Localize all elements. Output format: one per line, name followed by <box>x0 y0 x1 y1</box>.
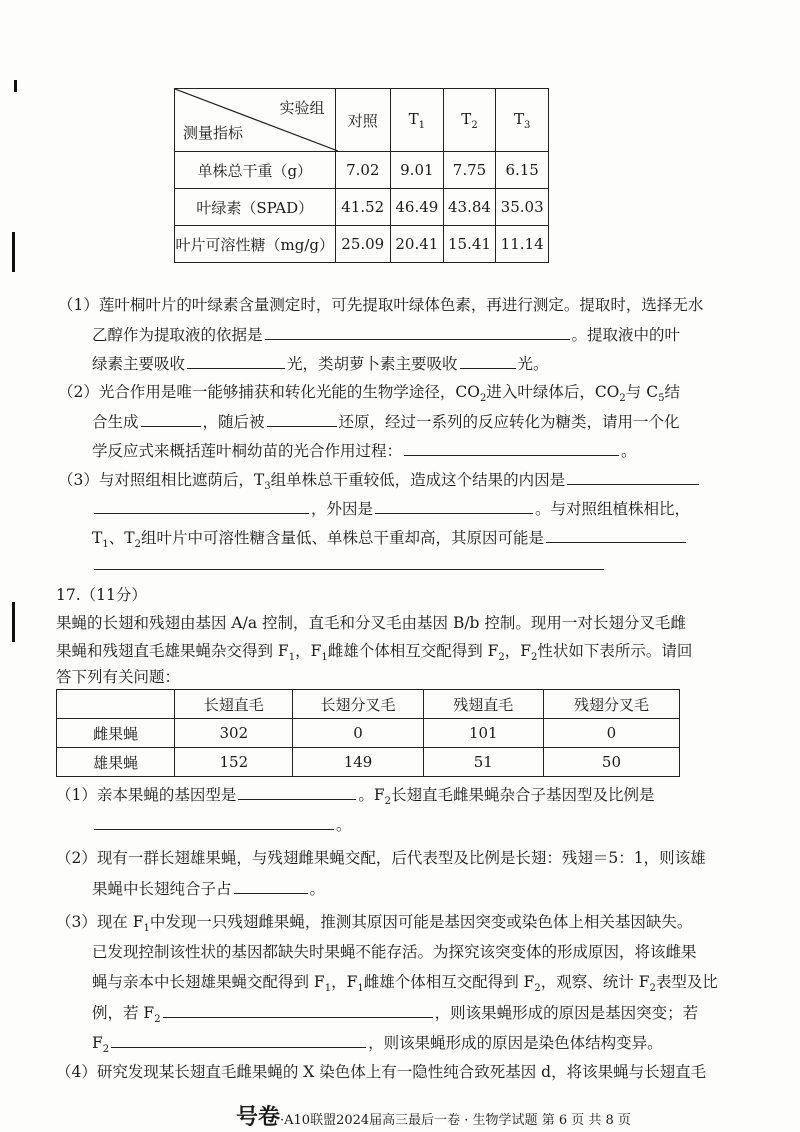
row-label: 雌果蝇 <box>57 719 175 748</box>
question-3-line-1: （3）与对照组相比遮荫后，$T_3$组单株总干重较低，造成这个结果的内因是 <box>58 467 701 492</box>
table-cell: 46.49 <box>391 189 444 226</box>
table-cell: 41.52 <box>335 189 391 226</box>
col-header: $T_1$ <box>391 89 444 152</box>
table-cell: 50 <box>543 748 679 777</box>
answer-blank[interactable] <box>267 409 337 427</box>
sub-question-2-line-2: 果蝇中长翅纯合子占 。 <box>92 876 325 899</box>
diagonal-header-cell <box>175 89 336 152</box>
experiment-table <box>174 88 549 263</box>
header-index-label: 测量指标 <box>183 124 244 142</box>
question-17-para-3: 答下列有关问题： <box>56 668 181 686</box>
question-2-line-1: （2）光合作用是唯一能够捕获和转化光能的生物学途径，$CO_2$进入叶绿体后，$CO_2$与 $C_5$结 <box>58 383 680 405</box>
col-header: $T_3$ <box>496 89 549 152</box>
answer-blank[interactable] <box>546 525 686 543</box>
answer-blank[interactable] <box>141 409 201 427</box>
answer-blank[interactable] <box>94 812 334 830</box>
sub-question-3-line-5: $F_2$ ，则该果蝇形成的原因是染色体结构变异。 <box>92 1030 663 1055</box>
question-3-line-3: $T_1$、$T_2$组叶片中可溶性糖含量低、单株总干重却高，其原因可能是 <box>92 525 688 550</box>
sub-question-1-line-1: （1）亲本果蝇的基因型是 。$F_2$长翅直毛雌果蝇杂合子基因型及比例是 <box>56 782 655 807</box>
col-header: 残翅直毛 <box>423 690 543 719</box>
col-header: 对照 <box>335 89 391 152</box>
table-cell: 11.14 <box>496 226 549 263</box>
answer-blank[interactable] <box>460 351 516 369</box>
answer-blank[interactable] <box>94 496 309 514</box>
sub-question-2-line-1: （2）现有一群长翅雄果蝇，与残翅雌果蝇交配，后代表型及比例是长翅：残翅＝5：1，则该雄 <box>56 849 706 867</box>
answer-blank[interactable] <box>187 351 285 369</box>
row-label: 单株总干重（g） <box>175 152 336 189</box>
answer-blank[interactable] <box>265 322 570 340</box>
table-cell: 302 <box>175 719 293 748</box>
row-label: 雄果蝇 <box>57 748 175 777</box>
scan-mark <box>12 232 15 272</box>
table-cell: 149 <box>293 748 423 777</box>
answer-blank[interactable] <box>94 552 604 570</box>
answer-blank[interactable] <box>111 1030 366 1048</box>
row-label: 叶绿素（SPAD） <box>175 189 336 226</box>
question-3-line-2: ，外因是 。与对照组植株相比， <box>92 496 690 519</box>
table-cell: 9.01 <box>391 152 444 189</box>
table-cell: 35.03 <box>496 189 549 226</box>
question-2-line-3: 学反应式来概括莲叶桐幼苗的光合作用过程： 。 <box>92 438 637 461</box>
col-header: 长翅分叉毛 <box>293 690 423 719</box>
scan-mark <box>14 80 17 92</box>
answer-blank[interactable] <box>404 438 619 456</box>
question-2-line-2: 合生成 ，随后被 还原，经过一系列的反应转化为糖类，请用一个化 <box>92 409 680 432</box>
header-group-label: 实验组 <box>279 99 325 117</box>
col-header: 长翅直毛 <box>175 690 293 719</box>
col-header: 残翅分叉毛 <box>543 690 679 719</box>
question-17-para-2-line: 果蝇和残翅直毛雄果蝇杂交得到 $F_1$，$F_1$雌雄个体相互交配得到 $F_2$，$F_2$性状如下表所示。请回 <box>56 642 693 664</box>
sub-question-1-line-2: 。 <box>92 812 352 835</box>
table-cell: 7.02 <box>335 152 391 189</box>
table-cell: 152 <box>175 748 293 777</box>
scan-mark <box>12 602 15 642</box>
table-cell: 0 <box>543 719 679 748</box>
fruit-fly-table <box>56 689 680 777</box>
question-1-line-2: 乙醇作为提取液的依据是 。提取液中的叶 <box>92 322 680 345</box>
question-3-line-4 <box>92 552 606 574</box>
table-cell: 43.84 <box>443 189 496 226</box>
answer-blank[interactable] <box>567 467 699 485</box>
sub-question-3-line-3: 蝇与亲本中长翅雄果蝇交配得到 $F_1$，$F_1$雌雄个体相互交配得到 $F_2$，观察、统计 $F_2$表型及比 <box>92 973 718 995</box>
table-cell: 6.15 <box>496 152 549 189</box>
answer-blank[interactable] <box>234 876 308 894</box>
question-1-line-3: 绿素主要吸收 光，类胡萝卜素主要吸收 光。 <box>92 351 549 374</box>
brand-logo: 号卷 <box>236 1105 281 1130</box>
table-cell: 20.41 <box>391 226 444 263</box>
table-cell: 101 <box>423 719 543 748</box>
table-cell: 0 <box>293 719 423 748</box>
answer-blank[interactable] <box>375 496 533 514</box>
question-1-line-1: （1）莲叶桐叶片的叶绿素含量测定时，可先提取叶绿体色素，再进行测定。提取时，选择无水 <box>58 296 704 314</box>
table-cell: 51 <box>423 748 543 777</box>
sub-question-3-line-1: （3）现在 $F_1$中发现一只残翅雌果蝇，推测其原因可能是基因突变或染色体上相关基因缺失。 <box>56 913 693 935</box>
question-17-para-1: 果蝇的长翅和残翅由基因 A/a 控制，直毛和分叉毛由基因 B/b 控制。现用一对长翅分叉毛雌 <box>56 614 686 632</box>
sub-question-3-line-2: 已发现控制该性状的基因都缺失时果蝇不能存活。为探究该突变体的形成原因，将该雌果 <box>92 943 697 961</box>
page-footer <box>236 1100 631 1131</box>
answer-blank[interactable] <box>238 782 356 800</box>
col-header <box>57 690 175 719</box>
row-label: 叶片可溶性糖（mg/g） <box>175 226 336 263</box>
footer-text: ·A10联盟2024届高三最后一卷 · 生物学试题 第 6 页 共 8 页 <box>280 1113 631 1128</box>
col-header: $T_2$ <box>443 89 496 152</box>
table-cell: 25.09 <box>335 226 391 263</box>
answer-blank[interactable] <box>163 1000 433 1018</box>
table-cell: 15.41 <box>443 226 496 263</box>
question-17-heading: 17.（11分） <box>56 586 147 604</box>
sub-question-4-line-1: （4）研究发现某长翅直毛雌果蝇的 X 染色体上有一隐性纯合致死基因 d，将该果蝇与长翅直毛 <box>56 1063 707 1081</box>
table-cell: 7.75 <box>443 152 496 189</box>
sub-question-3-line-4: 例，若 $F_2$ ，则该果蝇形成的原因是基因突变；若 <box>92 1000 698 1025</box>
